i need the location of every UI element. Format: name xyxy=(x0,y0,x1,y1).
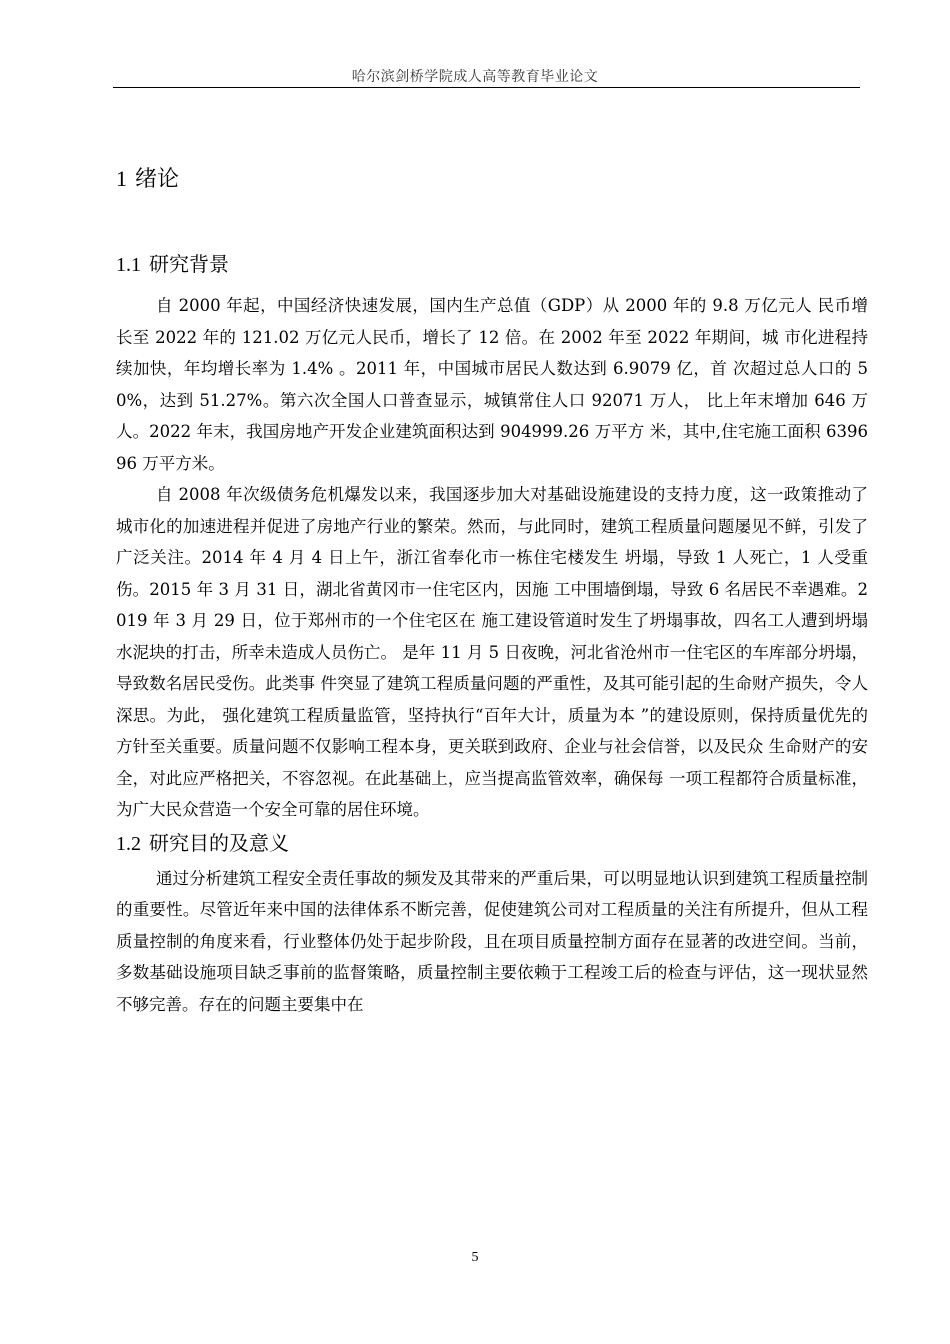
header-divider xyxy=(113,87,860,88)
chapter-heading xyxy=(116,164,868,195)
section-number: 1.2 xyxy=(116,832,141,855)
body-paragraph: 自 2000 年起，中国经济快速发展，国内生产总值（GDP）从 2000 年的 9.8 万亿元人 民币增长至 2022 年的 121.02 万亿元人民币，增长了 12 倍。在 2002 年至 2022 年期间，城 市化进程持续加快，年均增长率为 1.4% 。2011 年，中国城市居民人数达到 6.9079 亿，首 次超过总人口的 50%，达到 51.27%。第六次全国人口普查显示，城镇常住人口 92071 万人， 比上年末增加 646 万人。2022 年末，我国房地产开发企业建筑面积达到 904999.26 万平方 米，其中,住宅施工面积 639696 万平方米。 xyxy=(116,296,868,473)
section-heading-1-2 xyxy=(116,828,868,859)
section-title: 研究目的及意义 xyxy=(149,830,289,855)
page-body xyxy=(116,150,868,1020)
section-number: 1.1 xyxy=(116,254,141,276)
body-paragraph: 自 2008 年次级债务危机爆发以来，我国逐步加大对基础设施建设的支持力度，这一政策推动了城市化的加速进程并促进了房地产行业的繁荣。然而，与此同时，建筑工程质量问题屡见不鲜，引发了广泛关注。2014 年 4 月 4 日上午，浙江省奉化市一栋住宅楼发生 坍塌，导致 1 人死亡，1 人受重伤。2015 年 3 月 31 日，湖北省黄冈市一住宅区内，因施 工中围墙倒塌，导致 6 名居民不幸遇难。2019 年 3 月 29 日，位于郑州市的一个住宅区在 施工建设管道时发生了坍塌事故，四名工人遭到坍塌水泥块的打击，所幸未造成人员伤亡。 是年 11 月 5 日夜晚，河北省沧州市一住宅区的车库部分坍塌，导致数名居民受伤。此类事 件突显了建筑工程质量问题的严重性，及其可能引起的生命财产损失，令人深思。为此， 强化建筑工程质量监管，坚持执行“百年大计，质量为本 ”的建设原则，保持质量优先的 方针至关重要。质量问题不仅影响工程本身，更关联到政府、企业与社会信誉，以及民众 生命财产的安全，对此应严格把关，不容忽视。在此基础上，应当提高监管效率，确保每 一项工程都符合质量标准，为广大民众营造一个安全可靠的居住环境。 xyxy=(116,485,868,819)
page-number: 5 xyxy=(471,1250,479,1265)
running-header: 哈尔滨剑桥学院成人高等教育毕业论文 xyxy=(351,69,599,85)
section-title: 研究背景 xyxy=(149,252,229,276)
chapter-number: 1 xyxy=(116,166,127,191)
section-heading-1-1 xyxy=(116,249,868,280)
body-paragraph: 通过分析建筑工程安全责任事故的频发及其带来的严重后果，可以明显地认识到建筑工程质量控制的重要性。尽管近年来中国的法律体系不断完善，促使建筑公司对工程质量的关注有所提升，但从工程质量控制的角度来看，行业整体仍处于起步阶段，且在项目质量控制方面存在显著的改进空间。当前，多数基础设施项目缺乏事前的监督策略，质量控制主要依赖于工程竣工后的检查与评估，这一现状显然不够完善。存在的问题主要集中在 xyxy=(116,868,868,1014)
chapter-title: 绪论 xyxy=(135,167,180,192)
